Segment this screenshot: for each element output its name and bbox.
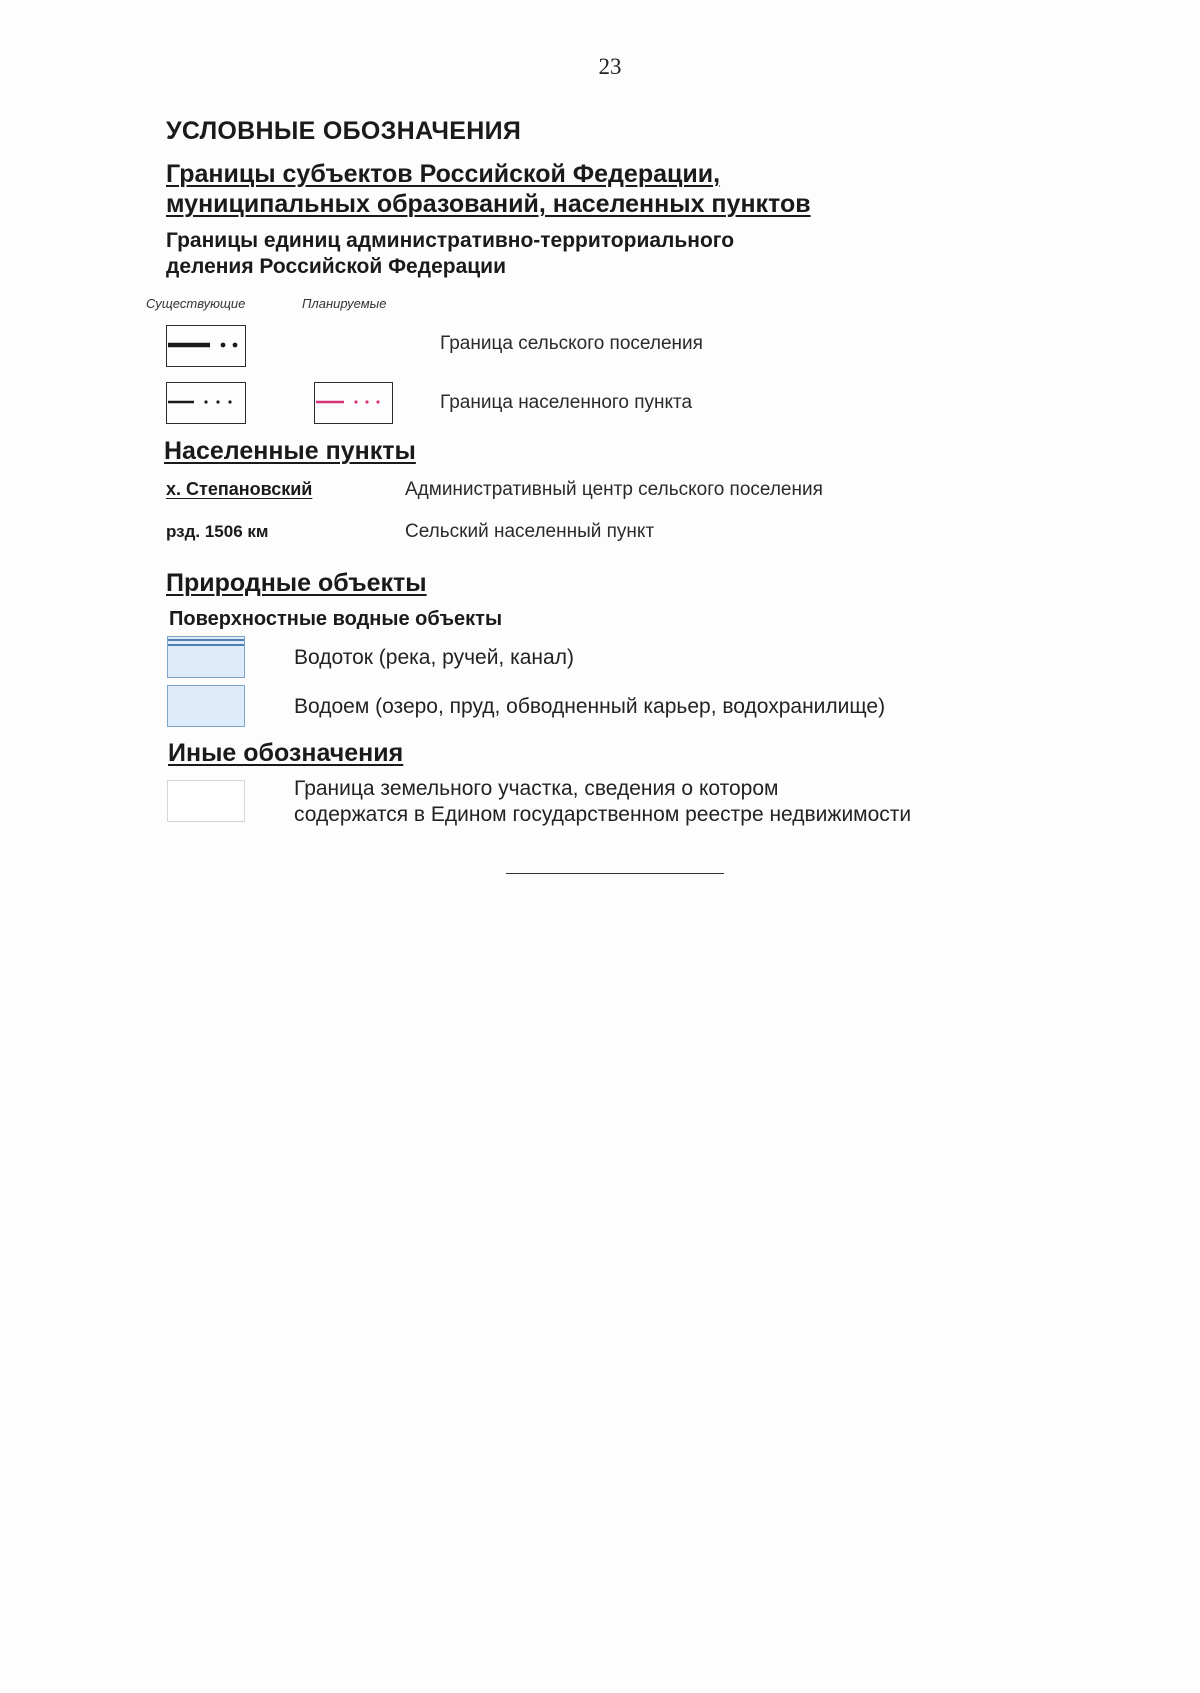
boundaries-heading: [166, 159, 811, 219]
land-plot-boundary-symbol: [167, 780, 245, 822]
land-plot-boundary-label: [294, 776, 911, 828]
other-symbols-heading: Иные обозначения: [168, 739, 404, 767]
water-body-symbol: [167, 685, 245, 727]
watercourse-symbol: [167, 636, 245, 678]
end-divider: [506, 873, 724, 874]
boundary-line-thick-icon: [166, 325, 244, 365]
settlement-rural-description: Сельский населенный пункт: [405, 521, 655, 542]
settlement-rural-name: рзд. 1506 км: [166, 522, 269, 541]
settlement-boundary-symbol-planned: [314, 382, 393, 424]
watercourse-label: Водоток (река, ручей, канал): [294, 646, 574, 669]
legend-title: УСЛОВНЫЕ ОБОЗНАЧЕНИЯ: [166, 117, 522, 145]
settlement-boundary-label: Граница населенного пункта: [440, 392, 693, 413]
natural-objects-heading: Природные объекты: [166, 569, 427, 597]
boundaries-subheading-line1: Границы единиц административно-территориального: [166, 229, 735, 252]
settlement-admin-center-name: х. Степановский: [166, 479, 313, 499]
boundaries-subheading-line2: деления Российской Федерации: [166, 255, 506, 278]
watercourse-line-icon: [168, 637, 244, 677]
page-number: 23: [598, 54, 622, 79]
column-caption-existing: Существующие: [146, 296, 246, 311]
water-objects-subheading: Поверхностные водные объекты: [169, 608, 503, 630]
rural-settlement-boundary-symbol-existing: [166, 325, 246, 367]
boundary-line-planned-icon: [314, 382, 391, 422]
settlements-heading: Населенные пункты: [164, 437, 416, 465]
column-caption-planned: Планируемые: [302, 296, 387, 311]
settlement-admin-center-description: Административный центр сельского поселения: [405, 479, 823, 500]
boundaries-heading-line2: муниципальных образований, населенных пунктов: [166, 190, 811, 218]
rural-settlement-boundary-label: Граница сельского поселения: [440, 333, 703, 354]
boundaries-subheading: [166, 228, 734, 280]
land-plot-boundary-label-line2: содержатся в Едином государственном реестре недвижимости: [294, 803, 912, 826]
boundary-line-thin-icon: [166, 382, 244, 422]
settlement-boundary-symbol-existing: [166, 382, 246, 424]
boundaries-heading-line1: Границы субъектов Российской Федерации,: [166, 160, 721, 188]
land-plot-boundary-label-line1: Граница земельного участка, сведения о котором: [294, 777, 779, 800]
water-body-label: Водоем (озеро, пруд, обводненный карьер, водохранилище): [294, 695, 886, 718]
